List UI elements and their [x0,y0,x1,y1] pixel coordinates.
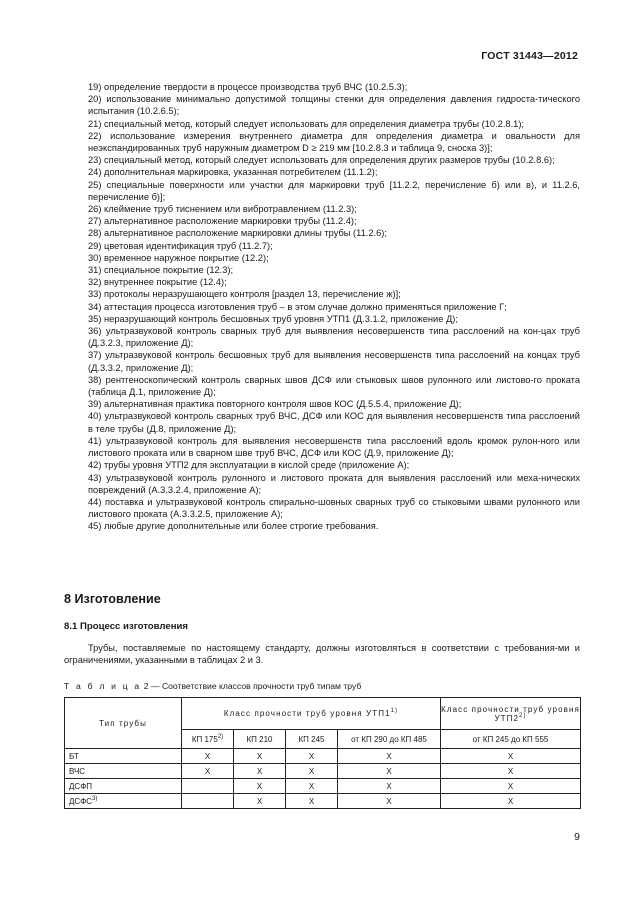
list-item: 36) ультразвуковой контроль сварных труб для выявления несовершенств типа расслоений на кон-цах труб (Д.3.2.3, приложение Д); [88,326,580,349]
table-cell: X [441,779,581,794]
list-item: 34) аттестация процесса изготовления труб – в этом случае должно применяться приложение Г; [88,301,507,312]
table-cell: X [338,749,441,764]
table-cell: X [441,794,581,809]
list-item: 32) внутреннее покрытие (12.4); [88,277,227,288]
table-cell: X [286,794,338,809]
table-cell [182,779,234,794]
list-item: 24) дополнительная маркировка, указанная потребителем (11.1.2); [88,167,378,178]
list-item: 37) ультразвуковой контроль бесшовных труб для выявления несовершенств типа расслоений на концах труб (Д.3.3.2, приложение Д); [88,350,580,373]
table-cell-type [65,779,182,794]
list-item: 39) альтернативная практика повторного контроля швов КОС (Д.5.5.4, приложение Д); [88,399,462,410]
table-cell: X [338,764,441,779]
list-item: 30) временное наружное покрытие (12.2); [88,252,269,263]
table-row [65,749,581,764]
table-cell: X [234,749,286,764]
table-cell: X [338,779,441,794]
table-cell [182,794,234,809]
list-item: 38) рентгеноскопический контроль сварных швов ДСФ или стыковых швов рулонного или листово-го проката (таблица Д.1, приложение Д); [88,374,580,398]
table-cell: X [286,749,338,764]
table-cell: X [441,749,581,764]
list-item: 23) специальный метод, который следует использовать для определения других размеров трубы (10.2.8.6); [88,155,555,166]
pipe-type-label: ДСФП [69,781,93,791]
table-row [65,794,581,809]
table-cell: X [441,764,581,779]
table-cell-type [65,764,182,779]
list-item: 44) поставка и ультразвуковой контроль спирально-шовных сварных труб со стыковыми швами рулонного или листового проката (А.3.3.2.5, приложение А); [88,496,580,520]
body-paragraph: Трубы, поставляемые по настоящему стандарту, должны изготовляться в соответствии с требования-ми и ограничениями, указанными в таблицах 2 и 3. [64,643,580,666]
pipe-type-label: БТ [69,751,79,761]
footnote-marker: 2) [519,712,527,719]
requirements-list [88,81,580,533]
pipe-type-label: ВЧС [69,766,86,776]
footnote-marker: 2) [217,733,224,740]
table-header-utp2-label: Класс прочности труб уровня УТП2 [441,704,580,723]
table-cell: X [234,764,286,779]
table-subheader-kp245: КП 245 [286,730,338,749]
list-item: 21) специальный метод, который следует использовать для определения диаметра трубы (10.2.8.1); [88,118,525,129]
list-item: 31) специальное покрытие (12.3); [88,265,234,276]
footnote-marker: 3) [92,795,98,802]
list-item: 27) альтернативное расположение маркировки трубы (11.2.4); [88,216,357,227]
table-header-utp1 [182,698,441,730]
table-subheader-range1: от КП 290 до КП 485 [338,730,441,749]
table-caption-prefix: Т а б л и ц а [64,681,142,691]
subsection-heading: 8.1 Процесс изготовления [64,621,189,632]
list-item: 45) любые другие дополнительные или более строгие требования. [88,521,379,532]
section-heading: 8 Изготовление [64,592,161,606]
list-item: 40) ультразвуковой контроль сварных труб ВЧС, ДСФ или КОС для выявления несовершенств типа расслоений в теле трубы (Д.8, приложение Д); [88,411,580,434]
footnote-marker: 1) [390,708,399,714]
list-item: 42) трубы уровня УТП2 для эксплуатации в кислой среде (приложение А); [88,460,410,471]
document-header: ГОСТ 31443—2012 [481,50,578,62]
list-item: 20) использование минимально допустимой толщины стенки для определения давления гидроста-тического испытания (10.2.6.5); [88,94,580,117]
list-item: 33) протоколы неразрушающего контроля [раздел 13, перечисление ж)]; [88,289,401,300]
table-header-utp2 [441,698,581,730]
table-row [65,779,581,794]
table-subheader-range2: от КП 245 до КП 555 [441,730,581,749]
pipe-class-table [64,697,581,809]
list-item: 41) ультразвуковой контроль для выявления несовершенств типа расслоений вдоль кромок рулон-ного или листового проката или в сварном шве труб ВЧС, ДСФ или КОС (Д.9, приложение Д); [88,435,580,459]
table-caption [64,681,361,691]
list-item: 43) ультразвуковой контроль рулонного и листового проката для выявления расслоений или меха-нических повреждений (А.3.3.2.4, приложение А); [88,472,580,495]
page-number: 9 [574,831,580,843]
table-cell: X [338,794,441,809]
table-cell: X [182,749,234,764]
list-item: 35) неразрушающий контроль бесшовных труб уровня УТП1 (Д.3.1.2, приложение Д); [88,313,458,324]
table-cell: X [286,779,338,794]
table-cell: X [234,794,286,809]
table-header-type: Тип трубы [65,698,182,749]
table-subheader-kp210: КП 210 [234,730,286,749]
table-cell: X [286,764,338,779]
table-subheader-kp175 [182,730,234,749]
table-cell: X [234,779,286,794]
table-header-utp1-label: Класс прочности труб уровня УТП1 [223,709,391,718]
table-cell-type [65,749,182,764]
list-item: 25) специальные поверхности или участки для маркировки труб [11.2.2, перечисление б) или в), и 11.2.6, перечисление б)]; [88,179,580,202]
list-item: 19) определение твердости в процессе производства труб ВЧС (10.2.5.3); [88,82,408,92]
list-item: 29) цветовая идентификация труб (11.2.7); [88,240,273,251]
pipe-type-label: ДСФС [69,796,93,806]
table-caption-text: 2 — Соответствие классов прочности труб типам труб [143,681,362,691]
table-cell: X [182,764,234,779]
list-item: 28) альтернативное расположение маркировки длины трубы (11.2.6); [88,228,387,239]
table-row [65,764,581,779]
list-item: 22) использование измерения внутреннего диаметра для определения диаметра и овальности для нeэкспандированных труб наружным диаметром D ≥ 219 мм [10.2.8.3 и таблица 9, сноска 3)]; [88,130,580,154]
table-cell-type [65,794,182,809]
list-item: 26) клеймение труб тиснением или вибротравлением (11.2.3); [88,204,357,215]
table-subheader-kp175-label: КП 175 [191,734,218,744]
